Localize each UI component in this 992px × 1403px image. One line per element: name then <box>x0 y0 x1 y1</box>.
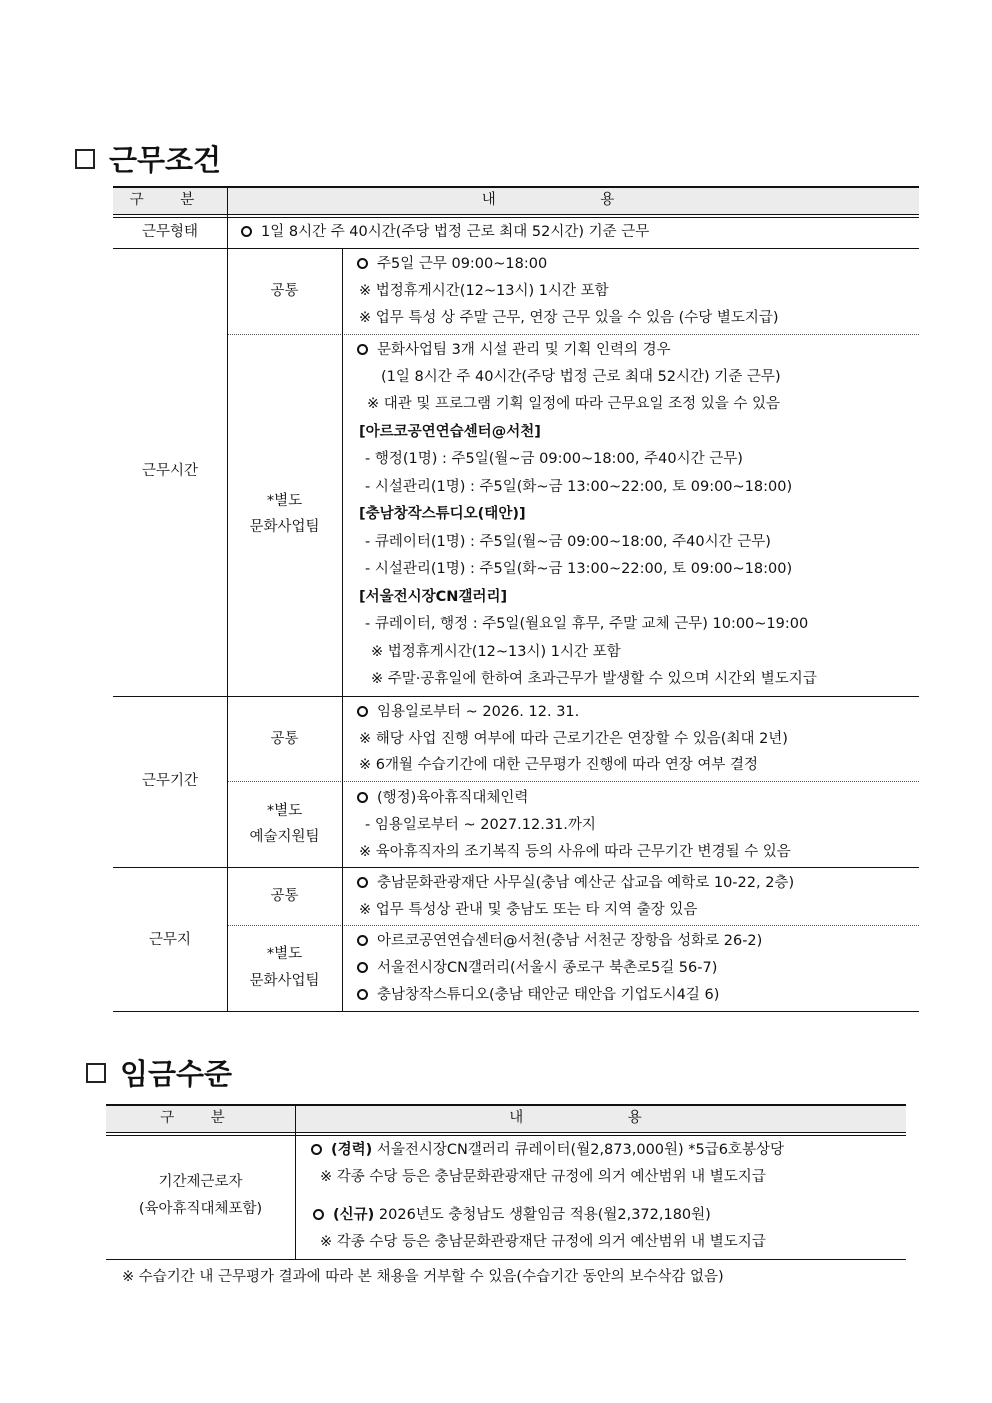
allowance-note: ※ 각종 수당 등은 충남문화관광재단 규정에 의거 예산범위 내 별도지급 <box>320 1169 766 1185</box>
hours-sep-line: [서울전시장CN갤러리] <box>359 589 508 605</box>
place-sep-line: 서울전시장CN갤러리(서울시 종로구 북촌로5길 56-7) <box>357 961 717 976</box>
work-conditions-table <box>113 186 919 1012</box>
period-sep-line: ※ 육아휴직자의 조기복직 등의 사유에 따라 근무기간 변경될 수 있음 <box>359 844 791 860</box>
place-common-line: ※ 업무 특성상 관내 및 충남도 또는 타 지역 출장 있음 <box>359 902 698 918</box>
section-title: 근무조건 <box>109 143 222 177</box>
period-sep-line: - 임용일로부터 ~ 2027.12.31.까지 <box>365 817 596 833</box>
period-sep-line: (행정)육아휴직대체인력 <box>357 791 528 806</box>
place-common-line: 충남문화관광재단 사무실(충남 예산군 삽교읍 예학로 10-22, 2층) <box>357 876 794 891</box>
hours-sep-line: - 큐레이터, 행정 : 주5일(월요일 휴무, 주말 교체 근무) 10:00~19:00 <box>365 616 809 632</box>
label-work-period: 근무기간 <box>141 773 199 789</box>
hours-common-line: ※ 업무 특성 상 주말 근무, 연장 근무 있을 수 있음 (수당 별도지급) <box>359 310 779 326</box>
checkbox-square-icon <box>75 149 95 169</box>
hours-sep-line: (1일 8시간 주 40시간(주당 법정 근로 최대 52시간) 기준 근무) <box>381 369 781 385</box>
hours-common-line: ※ 법정휴게시간(12~13시) 1시간 포함 <box>359 283 609 299</box>
label-separate: *별도 <box>266 803 303 819</box>
label-work-place: 근무지 <box>148 932 192 948</box>
circle-bullet-icon <box>313 1209 324 1220</box>
label-separate: *별도 <box>266 946 303 962</box>
circle-bullet-icon <box>357 258 368 269</box>
circle-bullet-icon <box>311 1144 322 1155</box>
hours-common-line: 주5일 근무 09:00~18:00 <box>357 257 547 272</box>
header-category: 구 분 <box>160 1110 241 1126</box>
label-team: 예술지원팀 <box>249 829 320 845</box>
place-sep-line: 충남창작스튜디오(충남 태안군 태안읍 기업도시4길 6) <box>357 988 719 1003</box>
hours-sep-line: ※ 법정휴게시간(12~13시) 1시간 포함 <box>371 644 621 660</box>
hours-sep-line: 문화사업팀 3개 시설 관리 및 기획 인력의 경우 <box>357 343 671 358</box>
label-parental-leave: (육아휴직대체포함) <box>138 1201 263 1217</box>
wage-table <box>106 1104 906 1260</box>
period-common-line: ※ 해당 사업 진행 여부에 따라 근로기간은 연장할 수 있음(최대 2년) <box>359 731 788 747</box>
hours-sep-line: - 시설관리(1명) : 주5일(화~금 13:00~22:00, 토 09:00~18:00) <box>365 561 793 577</box>
work-type-text: 1일 8시간 주 40시간(주당 법정 근로 최대 52시간) 기준 근무 <box>241 225 649 240</box>
section-heading-work-conditions <box>75 138 221 179</box>
circle-bullet-icon <box>357 706 368 717</box>
place-sep-line: 아르코공연연습센터@서천(충남 서천군 장항읍 성화로 26-2) <box>357 934 762 949</box>
circle-bullet-icon <box>357 962 368 973</box>
circle-bullet-icon <box>241 226 252 237</box>
label-team: 문화사업팀 <box>249 973 320 989</box>
section-title: 임금수준 <box>120 1057 233 1091</box>
hours-sep-line: ※ 주말·공휴일에 한하여 초과근무가 발생할 수 있으며 시간외 별도지급 <box>371 671 817 687</box>
hours-sep-line: [아르코공연연습센터@서천] <box>359 424 541 440</box>
probation-footnote: ※ 수습기간 내 근무평가 결과에 따라 본 채용을 거부할 수 있음(수습기간 동안의 보수삭감 없음) <box>122 1269 724 1285</box>
checkbox-square-icon <box>86 1063 106 1083</box>
label-team: 문화사업팀 <box>249 519 320 535</box>
header-content: 내 용 <box>509 1110 692 1126</box>
section-heading-wage-level <box>86 1052 232 1093</box>
label-separate: *별도 <box>266 493 303 509</box>
label-fixed-term: 기간제근로자 <box>158 1174 243 1190</box>
allowance-note: ※ 각종 수당 등은 충남문화관광재단 규정에 의거 예산범위 내 별도지급 <box>320 1234 766 1250</box>
header-category: 구 분 <box>129 192 211 208</box>
hours-sep-line: - 시설관리(1명) : 주5일(화~금 13:00~22:00, 토 09:00~18:00) <box>365 479 793 495</box>
label-common: 공통 <box>270 283 299 299</box>
circle-bullet-icon <box>357 792 368 803</box>
hours-sep-line: [충남창작스튜디오(태안)] <box>359 506 526 522</box>
header-content: 내 용 <box>481 192 665 208</box>
period-common-line: 임용일로부터 ~ 2026. 12. 31. <box>357 705 579 720</box>
hours-sep-line: - 행정(1명) : 주5일(월~금 09:00~18:00, 주40시간 근무) <box>365 451 743 467</box>
experienced-wage: (경력) 서울전시장CN갤러리 큐레이터(월2,873,000원) *5급6호봉상당 <box>311 1143 784 1158</box>
circle-bullet-icon <box>357 935 368 946</box>
label-work-hours: 근무시간 <box>141 463 199 479</box>
circle-bullet-icon <box>357 877 368 888</box>
hours-sep-line: ※ 대관 및 프로그램 기획 일정에 따라 근무요일 조정 있을 수 있음 <box>367 396 781 412</box>
circle-bullet-icon <box>357 989 368 1000</box>
new-wage: (신규) 2026년도 충청남도 생활임금 적용(월2,372,180원) <box>313 1208 711 1223</box>
label-common: 공통 <box>270 888 299 904</box>
circle-bullet-icon <box>357 344 368 355</box>
hours-sep-line: - 큐레이터(1명) : 주5일(월~금 09:00~18:00, 주40시간 근무) <box>365 534 771 550</box>
label-work-type: 근무형태 <box>141 224 199 240</box>
label-common: 공통 <box>270 731 299 747</box>
period-common-line: ※ 6개월 수습기간에 대한 근무평가 진행에 따라 연장 여부 결정 <box>359 757 759 773</box>
